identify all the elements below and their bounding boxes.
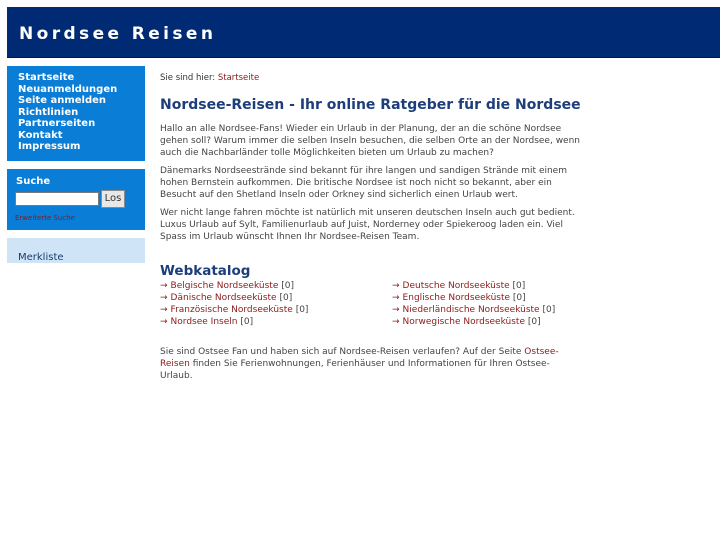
site-title[interactable]: Nordsee Reisen [19,24,217,44]
breadcrumb-current-link[interactable]: Startseite [217,73,260,83]
site-header [7,7,720,58]
webkatalog-title: Webkatalog [160,263,251,279]
breadcrumb-prefix: Sie sind hier: [160,73,216,83]
category-count: [0] [295,305,309,315]
advanced-search-link[interactable]: Erweiterte Suche [15,214,75,222]
ostsee-text-before: Sie sind Ostsee Fan und haben sich auf Nordsee-Reisen verlaufen? Auf der Seite [160,347,525,357]
category-row [160,304,308,316]
category-row [392,292,555,304]
category-count: [0] [281,281,294,291]
category-count: [0] [527,317,541,327]
nav-item-richtlinien[interactable]: Richtlinien [18,106,79,118]
intro-paragraph-1: Hallo an alle Nordsee-Fans! Wieder ein Urlaub in der Planung, der an die schöne Nordsee gehen soll? Warum immer die selben Inseln besuchen, die selben Orte an der Nordsee, wenn auch die Nachbarländer tolle Möglichkeiten bieten um Urlaub zu machen? [160,124,580,158]
category-link-daenische[interactable]: Dänische Nordseeküste [170,293,277,303]
arrow-right-icon: → [392,305,400,315]
category-row [392,316,555,328]
page-title: Nordsee-Reisen - Ihr online Ratgeber für die Nordsee [160,97,581,113]
arrow-right-icon: → [160,281,168,291]
category-link-deutsche[interactable]: Deutsche Nordseeküste [402,281,510,291]
category-row [160,280,308,292]
nav-item-startseite[interactable]: Startseite [18,72,75,83]
category-count: [0] [512,281,526,291]
nav-item-impressum[interactable]: Impressum [18,141,81,152]
category-row [392,280,555,292]
category-link-englische[interactable]: Englische Nordseeküste [402,293,511,303]
category-count: [0] [240,317,254,327]
search-button[interactable]: Los [101,190,125,208]
category-count: [0] [542,305,556,315]
search-title: Suche [16,176,51,187]
nav-item-neuanmeldungen[interactable]: Neuanmeldungen [18,83,118,95]
category-row [160,292,308,304]
breadcrumb [160,73,259,83]
merkliste-link[interactable]: Merkliste [18,252,64,263]
category-count: [0] [279,293,293,303]
nav-item-partnerseiten[interactable]: Partnerseiten [18,118,96,129]
nav-item-seite-anmelden[interactable]: Seite anmelden [18,95,107,106]
arrow-right-icon: → [392,281,400,291]
webkatalog-column-right [392,280,555,328]
arrow-right-icon: → [160,317,168,327]
category-link-norwegische[interactable]: Norwegische Nordseeküste [402,317,525,327]
main-navigation [7,66,145,161]
ostsee-reisen-link[interactable]: Ostsee-Reisen [160,347,559,369]
search-input[interactable] [15,192,99,206]
ostsee-paragraph [160,346,570,382]
intro-paragraph-2: Dänemarks Nordseestrände sind bekannt für ihre langen und sandigen Strände mit einem hohen Bernstein aufkommen. Die britische Nordsee ist noch nicht so bekannt, aber ein Besucht auf den Shetland Inseln oder Orkney sind sicherlich einen Urlaub wert. [160,166,567,200]
webkatalog-column-left [160,280,308,328]
arrow-right-icon: → [160,305,168,315]
intro-paragraph-3: Wer nicht lange fahren möchte ist natürlich mit unseren deutschen Inseln auch gut bedient. Luxus Urlaub auf Sylt, Familienurlaub auf Juist, Norderney oder Spiekeroog laden ein. Viel Spass im Urlaub wünscht Ihnen Ihr Nordsee-Reisen Team. [160,208,575,242]
arrow-right-icon: → [160,293,168,303]
nav-item-kontakt[interactable]: Kontakt [18,129,63,141]
ostsee-text-after: finden Sie Ferienwohnungen, Ferienhäuser und Informationen für Ihren Ostsee-Urlaub. [160,359,550,381]
category-link-nordsee-inseln[interactable]: Nordsee Inseln [170,317,238,327]
arrow-right-icon: → [392,317,400,327]
category-count: [0] [512,293,526,303]
search-panel [7,169,145,230]
category-link-niederlaendische[interactable]: Niederländische Nordseeküste [402,305,540,315]
merkliste-panel [7,238,145,263]
category-row [160,316,308,328]
arrow-right-icon: → [392,293,400,303]
category-link-franzoesische[interactable]: Französische Nordseeküste [170,305,293,315]
category-row [392,304,555,316]
category-link-belgische[interactable]: Belgische Nordseeküste [170,281,279,291]
